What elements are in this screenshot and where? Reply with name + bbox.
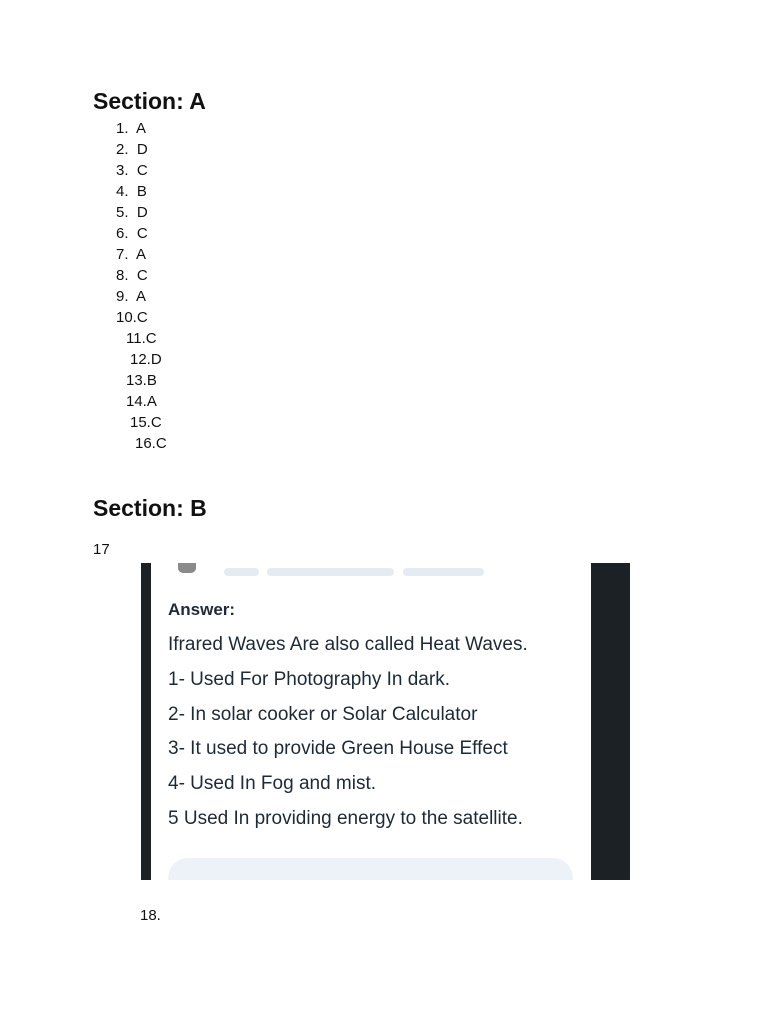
answer-item-11: 11.C	[126, 330, 157, 347]
answer-item-12: 12.D	[130, 351, 162, 368]
answer-line-1: 1- Used For Photography In dark.	[168, 669, 450, 690]
answer-item-4: 4. B	[116, 183, 147, 200]
answer-line-4: 4- Used In Fog and mist.	[168, 773, 377, 794]
screenshot-left-border	[141, 563, 151, 880]
section-b-heading: Section: B	[93, 495, 207, 521]
answer-line-2: 2- In solar cooker or Solar Calculator	[168, 704, 478, 725]
answer-label: Answer:	[168, 600, 236, 619]
answer-item-15: 15.C	[130, 414, 162, 431]
question-18-number: 18.	[140, 907, 161, 924]
answer-item-8: 8. C	[116, 267, 148, 284]
answer-item-13: 13.B	[126, 372, 157, 389]
question-17-number: 17	[93, 541, 110, 558]
answer-item-14: 14.A	[126, 393, 157, 410]
skeleton-bar	[267, 568, 394, 576]
answer-item-3: 3. C	[116, 162, 148, 179]
answer-item-16: 16.C	[135, 435, 167, 452]
answer-item-1: 1. A	[116, 120, 147, 137]
answer-item-5: 5. D	[116, 204, 148, 221]
answer-item-9: 9. A	[116, 288, 147, 305]
answer-item-7: 7. A	[116, 246, 147, 263]
screenshot-right-panel	[591, 563, 630, 880]
answer-line-5: 5 Used In providing energy to the satellite.	[168, 808, 523, 829]
answer-item-10: 10.C	[116, 309, 148, 326]
answer-item-6: 6. C	[116, 225, 148, 242]
screenshot-bottom-card	[168, 858, 573, 880]
answer-line-intro: Ifrared Waves Are also called Heat Waves.	[168, 634, 528, 655]
avatar-icon	[178, 563, 196, 573]
section-a-heading: Section: A	[93, 88, 206, 114]
answer-screenshot	[141, 563, 630, 880]
answer-line-3: 3- It used to provide Green House Effect	[168, 738, 508, 759]
skeleton-bar	[224, 568, 259, 576]
skeleton-bar	[403, 568, 484, 576]
answer-item-2: 2. D	[116, 141, 148, 158]
